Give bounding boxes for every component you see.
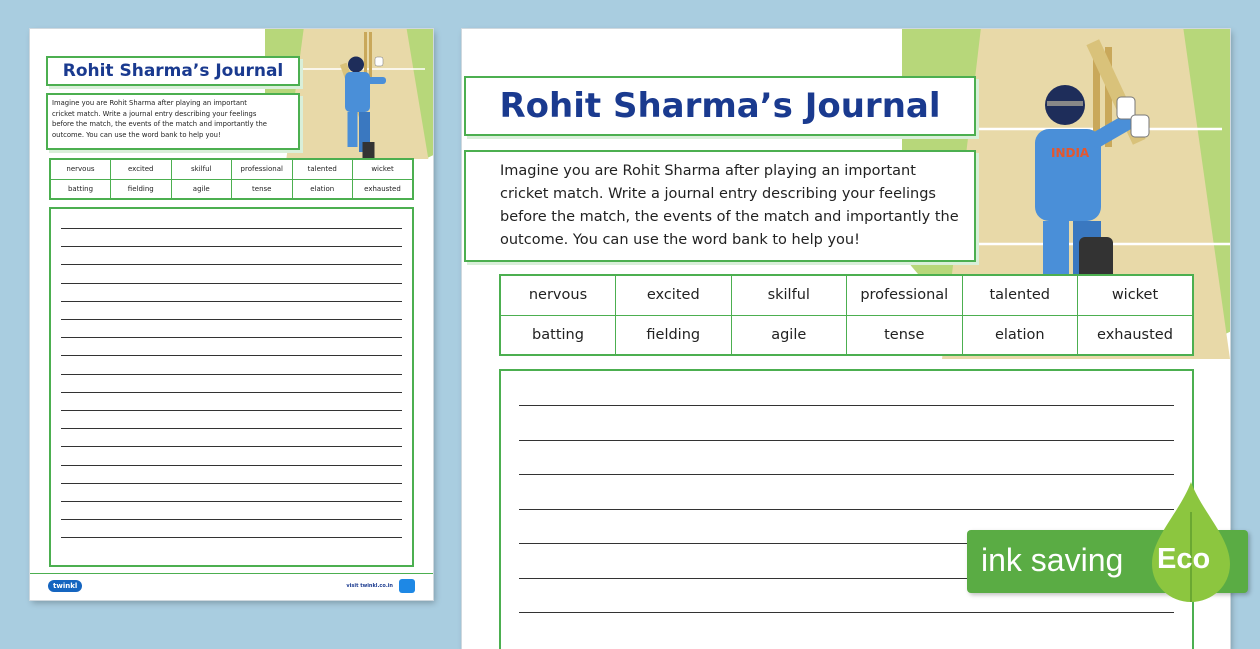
word-bank-cell: wicket <box>1078 275 1194 315</box>
word-bank-cell: wicket <box>353 159 414 179</box>
word-bank <box>49 158 414 200</box>
worksheet-title-box <box>464 76 976 136</box>
word-bank-cell: talented <box>962 275 1078 315</box>
writing-line <box>519 612 1174 613</box>
word-bank-cell: exhausted <box>353 179 414 199</box>
word-bank-cell: nervous <box>50 159 111 179</box>
ink-saving-label: ink saving <box>981 542 1124 578</box>
writing-line <box>519 440 1174 441</box>
jersey-text: INDIA <box>1051 146 1090 160</box>
instructions-box <box>464 150 976 262</box>
instructions-line: Imagine you are Rohit Sharma after playing an important <box>52 99 247 107</box>
word-bank-row <box>500 315 1193 355</box>
writing-line <box>61 283 402 284</box>
writing-area[interactable] <box>499 369 1194 649</box>
writing-line <box>61 355 402 356</box>
writing-line <box>61 228 402 229</box>
word-bank-cell: talented <box>292 159 353 179</box>
writing-line <box>61 501 402 502</box>
word-bank-cell: agile <box>171 179 232 199</box>
word-bank-cell: nervous <box>500 275 616 315</box>
word-bank-cell: batting <box>500 315 616 355</box>
cricketer-illustration <box>320 32 400 160</box>
word-bank-cell: professional <box>232 159 293 179</box>
writing-line <box>61 319 402 320</box>
writing-line <box>61 446 402 447</box>
instructions-line: outcome. You can use the word bank to help you! <box>500 232 860 248</box>
word-bank-cell: tense <box>232 179 293 199</box>
writing-area[interactable] <box>49 207 414 567</box>
writing-line <box>61 428 402 429</box>
writing-line <box>519 405 1174 406</box>
leaf-drop-icon <box>1152 482 1230 602</box>
word-bank <box>499 274 1194 356</box>
writing-line <box>61 301 402 302</box>
word-bank-cell: elation <box>292 179 353 199</box>
instructions-line: Imagine you are Rohit Sharma after playing an important <box>500 163 916 179</box>
word-bank-row <box>50 179 413 199</box>
writing-line <box>61 374 402 375</box>
footer-url: visit twinkl.co.in <box>346 583 393 589</box>
worksheet-title: Rohit Sharma’s Journal <box>499 86 941 126</box>
writing-line <box>61 410 402 411</box>
writing-line <box>61 465 402 466</box>
word-bank-cell: elation <box>962 315 1078 355</box>
worksheet-title: Rohit Sharma’s Journal <box>62 61 284 81</box>
badge-icon <box>399 579 415 593</box>
writing-line <box>61 264 402 265</box>
writing-line <box>519 509 1174 510</box>
word-bank-cell: fielding <box>111 179 172 199</box>
instructions-line: cricket match. Write a journal entry describing your feelings <box>500 186 936 202</box>
word-bank-cell: excited <box>616 275 732 315</box>
writing-line <box>61 246 402 247</box>
word-bank-cell: skilful <box>731 275 847 315</box>
writing-line <box>61 537 402 538</box>
word-bank-cell: tense <box>847 315 963 355</box>
eco-label: Eco <box>1157 543 1211 575</box>
word-bank-row <box>50 159 413 179</box>
word-bank-cell: agile <box>731 315 847 355</box>
worksheet-preview-small <box>30 29 433 600</box>
writing-line <box>61 483 402 484</box>
instructions-line: before the match, the events of the match and importantly the <box>500 209 959 225</box>
instructions-line: cricket match. Write a journal entry describing your feelings <box>52 109 257 118</box>
writing-line <box>61 337 402 338</box>
word-bank-cell: batting <box>50 179 111 199</box>
word-bank-cell: professional <box>847 275 963 315</box>
worksheet-footer <box>30 573 433 600</box>
word-bank-row <box>500 275 1193 315</box>
instructions-line: before the match, the events of the match and importantly the <box>52 120 267 128</box>
word-bank-cell: exhausted <box>1078 315 1194 355</box>
instructions-line: outcome. You can use the word bank to help you! <box>52 130 221 139</box>
worksheet-title-box <box>46 56 300 86</box>
writing-line <box>519 474 1174 475</box>
writing-line <box>61 392 402 393</box>
writing-line <box>61 519 402 520</box>
twinkl-logo-icon: twinkl <box>48 580 82 592</box>
word-bank-cell: skilful <box>171 159 232 179</box>
instructions-box <box>46 93 300 150</box>
word-bank-cell: fielding <box>616 315 732 355</box>
word-bank-cell: excited <box>111 159 172 179</box>
cricketer-illustration <box>1007 37 1167 293</box>
